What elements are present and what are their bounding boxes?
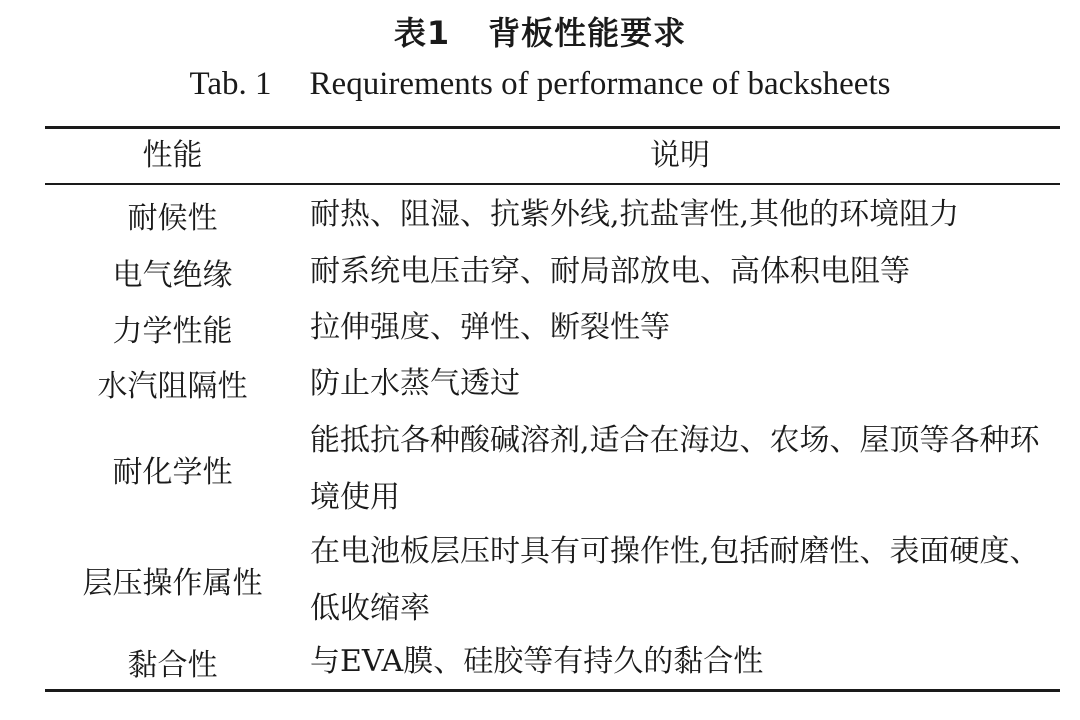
table-title-chinese-text: 背板性能要求 (488, 14, 687, 52)
table-row (45, 300, 1060, 355)
row-description: 防止水蒸气透过 (310, 365, 520, 401)
table-row (45, 186, 1060, 243)
table-title-english-text: Requirements of performance of backsheets (309, 66, 891, 102)
table-top-rule (45, 126, 1060, 129)
table-bottom-rule (45, 689, 1060, 692)
row-description: 在电池板层压时具有可操作性,包括耐磨性、表面硬度、低收缩率 (310, 534, 1040, 626)
row-performance: 层压操作属性 (82, 566, 263, 601)
table-header-rule (45, 183, 1060, 185)
row-performance: 力学性能 (112, 313, 233, 349)
row-performance: 耐化学性 (112, 454, 233, 490)
row-performance: 电气绝缘 (112, 257, 233, 293)
row-description: 耐热、阻湿、抗紫外线,抗盐害性,其他的环境阻力 (310, 197, 960, 232)
table-title-english (0, 66, 1080, 103)
table-row (45, 355, 1060, 411)
table-row (45, 411, 1060, 526)
table-row (45, 526, 1060, 634)
table-number-chinese: 表1 (393, 14, 451, 52)
table-row (45, 634, 1060, 689)
header-description: 说明 (650, 138, 710, 173)
row-performance: 耐候性 (127, 200, 218, 236)
row-performance: 黏合性 (127, 647, 218, 683)
table-number-english: Tab. 1 (189, 66, 272, 102)
row-description: 能抵抗各种酸碱溶剂,适合在海边、农场、屋顶等各种环境使用 (310, 422, 1040, 515)
table-title-chinese (0, 8, 1080, 54)
row-description: 与EVA膜、硅胶等有持久的黏合性 (310, 644, 764, 679)
table-row (45, 243, 1060, 300)
row-performance: 水汽阻隔性 (97, 369, 248, 404)
row-description: 拉伸强度、弹性、断裂性等 (310, 310, 670, 345)
header-performance: 性能 (142, 138, 203, 173)
row-description: 耐系统电压击穿、耐局部放电、高体积电阻等 (310, 254, 910, 289)
